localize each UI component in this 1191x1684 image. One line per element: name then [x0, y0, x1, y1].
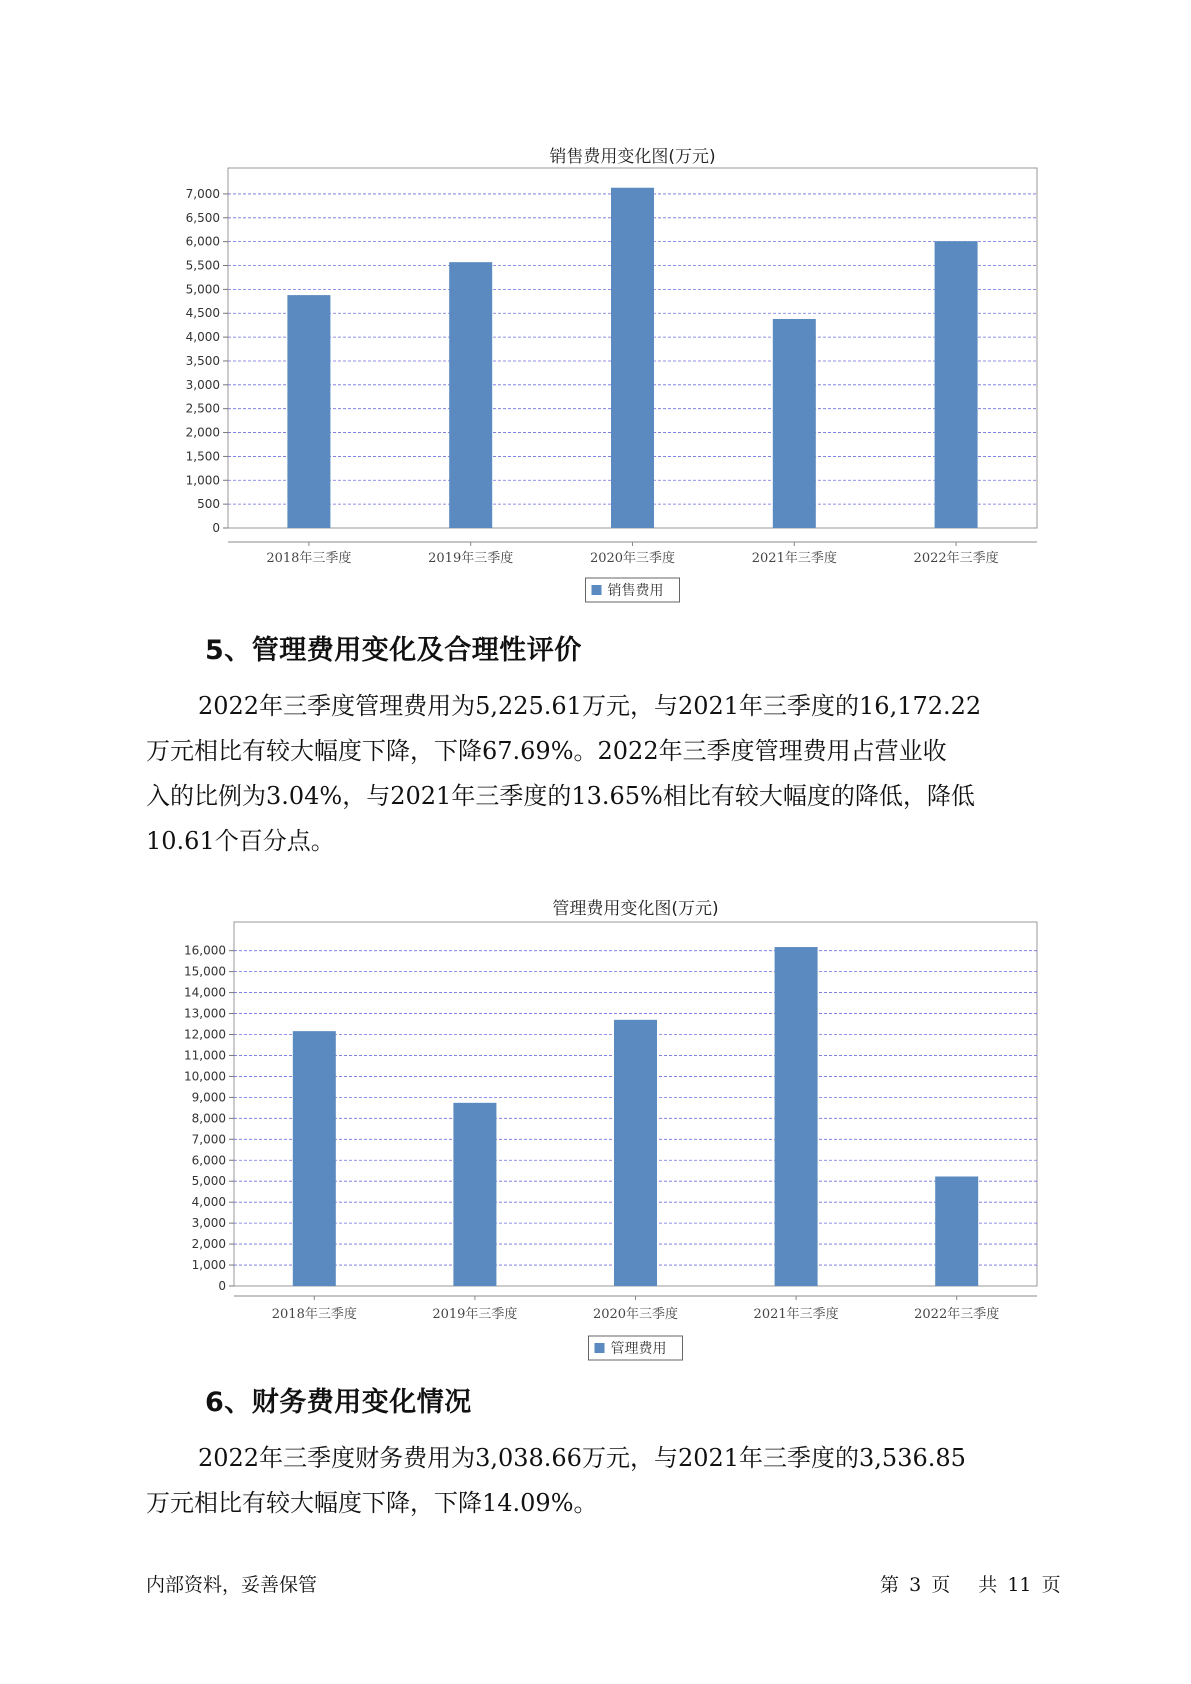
- legend-swatch: [595, 1343, 605, 1353]
- legend-label: 销售费用: [607, 583, 664, 599]
- section5-line: 10.61个百分点。: [146, 827, 335, 855]
- y-tick-label: 7,000: [191, 1132, 226, 1147]
- bar: [611, 188, 654, 528]
- x-tick-label: 2018年三季度: [266, 551, 352, 566]
- x-tick-label: 2021年三季度: [753, 1307, 839, 1322]
- y-tick-label: 11,000: [184, 1048, 226, 1063]
- y-tick-label: 4,000: [191, 1195, 226, 1210]
- y-tick-label: 5,500: [185, 258, 220, 273]
- y-tick-label: 13,000: [184, 1006, 226, 1021]
- footer-page-prefix: 第: [880, 1574, 900, 1596]
- section5-heading: 5、管理费用变化及合理性评价: [205, 635, 582, 666]
- y-tick-label: 9,000: [191, 1090, 226, 1105]
- bar: [293, 1031, 336, 1286]
- bar: [614, 1020, 657, 1286]
- sales-expense-chart: [0, 130, 1191, 599]
- bar: [453, 1103, 496, 1286]
- y-tick-label: 1,000: [191, 1258, 226, 1273]
- bar: [935, 1176, 978, 1286]
- admin-expense-chart-svg: [0, 886, 1191, 1357]
- x-tick-label: 2022年三季度: [913, 551, 999, 566]
- section5-line: 万元相比有较大幅度下降，下降67.69%。2022年三季度管理费用占营业收: [146, 737, 947, 765]
- x-tick-label: 2022年三季度: [914, 1307, 1000, 1322]
- y-tick-label: 16,000: [184, 943, 226, 958]
- legend-swatch: [592, 585, 602, 595]
- footer-page-unit: 页: [931, 1574, 951, 1596]
- y-tick-label: 3,000: [191, 1216, 226, 1231]
- section6-line: 2022年三季度财务费用为3,038.66万元，与2021年三季度的3,536.85: [198, 1444, 966, 1472]
- y-tick-label: 3,500: [185, 353, 220, 368]
- bar: [773, 319, 816, 528]
- footer-total-num: 11: [1007, 1574, 1032, 1596]
- footer-page-num: 3: [909, 1574, 922, 1596]
- x-tick-label: 2020年三季度: [589, 551, 676, 566]
- footer-total-unit: 页: [1041, 1574, 1061, 1596]
- y-tick-label: 500: [197, 497, 220, 512]
- footer-confidential-note: 内部资料，妥善保管: [146, 1574, 318, 1596]
- x-tick-label: 2019年三季度: [432, 1307, 518, 1322]
- bar: [775, 947, 818, 1286]
- sales-expense-chart-svg: [0, 130, 1191, 599]
- section6-heading: 6、财务费用变化情况: [205, 1387, 472, 1418]
- legend-label: 管理费用: [610, 1341, 667, 1357]
- y-tick-label: 1,500: [185, 449, 220, 464]
- y-tick-label: 15,000: [184, 964, 226, 979]
- y-tick-label: 4,000: [185, 330, 220, 345]
- footer-total-prefix: 共: [978, 1574, 998, 1596]
- y-tick-label: 5,000: [191, 1174, 226, 1189]
- y-tick-label: 1,000: [185, 473, 220, 488]
- x-tick-label: 2021年三季度: [751, 551, 837, 566]
- bar: [935, 241, 978, 528]
- y-tick-label: 12,000: [184, 1027, 226, 1042]
- y-tick-label: 2,500: [185, 401, 220, 416]
- section5-paragraph: [146, 684, 1061, 864]
- y-tick-label: 7,000: [185, 186, 220, 201]
- y-tick-label: 3,000: [185, 377, 220, 392]
- chart-title: 管理费用变化图(万元): [552, 899, 719, 919]
- bar: [449, 262, 492, 528]
- x-tick-label: 2020年三季度: [592, 1307, 679, 1322]
- x-tick-label: 2019年三季度: [428, 551, 514, 566]
- y-tick-label: 4,500: [185, 306, 220, 321]
- y-tick-label: 2,000: [191, 1237, 226, 1252]
- y-tick-label: 6,500: [185, 210, 220, 225]
- x-tick-label: 2018年三季度: [271, 1307, 357, 1322]
- bar: [287, 295, 330, 528]
- y-tick-label: 2,000: [185, 425, 220, 440]
- section5-line: 入的比例为3.04%，与2021年三季度的13.65%相比有较大幅度的降低，降低: [146, 782, 975, 810]
- section6-paragraph: [146, 1436, 1061, 1526]
- y-tick-label: 10,000: [184, 1069, 226, 1084]
- section6-line: 万元相比有较大幅度下降，下降14.09%。: [146, 1489, 598, 1517]
- y-tick-label: 6,000: [191, 1153, 226, 1168]
- section5-line: 2022年三季度管理费用为5,225.61万元，与2021年三季度的16,172.22: [198, 692, 982, 720]
- y-tick-label: 0: [212, 521, 220, 535]
- chart-title: 销售费用变化图(万元): [549, 147, 716, 167]
- y-tick-label: 0: [218, 1279, 226, 1293]
- y-tick-label: 8,000: [191, 1111, 226, 1126]
- y-tick-label: 14,000: [184, 985, 226, 1000]
- footer-page-number: [880, 1570, 1065, 1597]
- admin-expense-chart: [0, 886, 1191, 1357]
- y-tick-label: 6,000: [185, 234, 220, 249]
- y-tick-label: 5,000: [185, 282, 220, 297]
